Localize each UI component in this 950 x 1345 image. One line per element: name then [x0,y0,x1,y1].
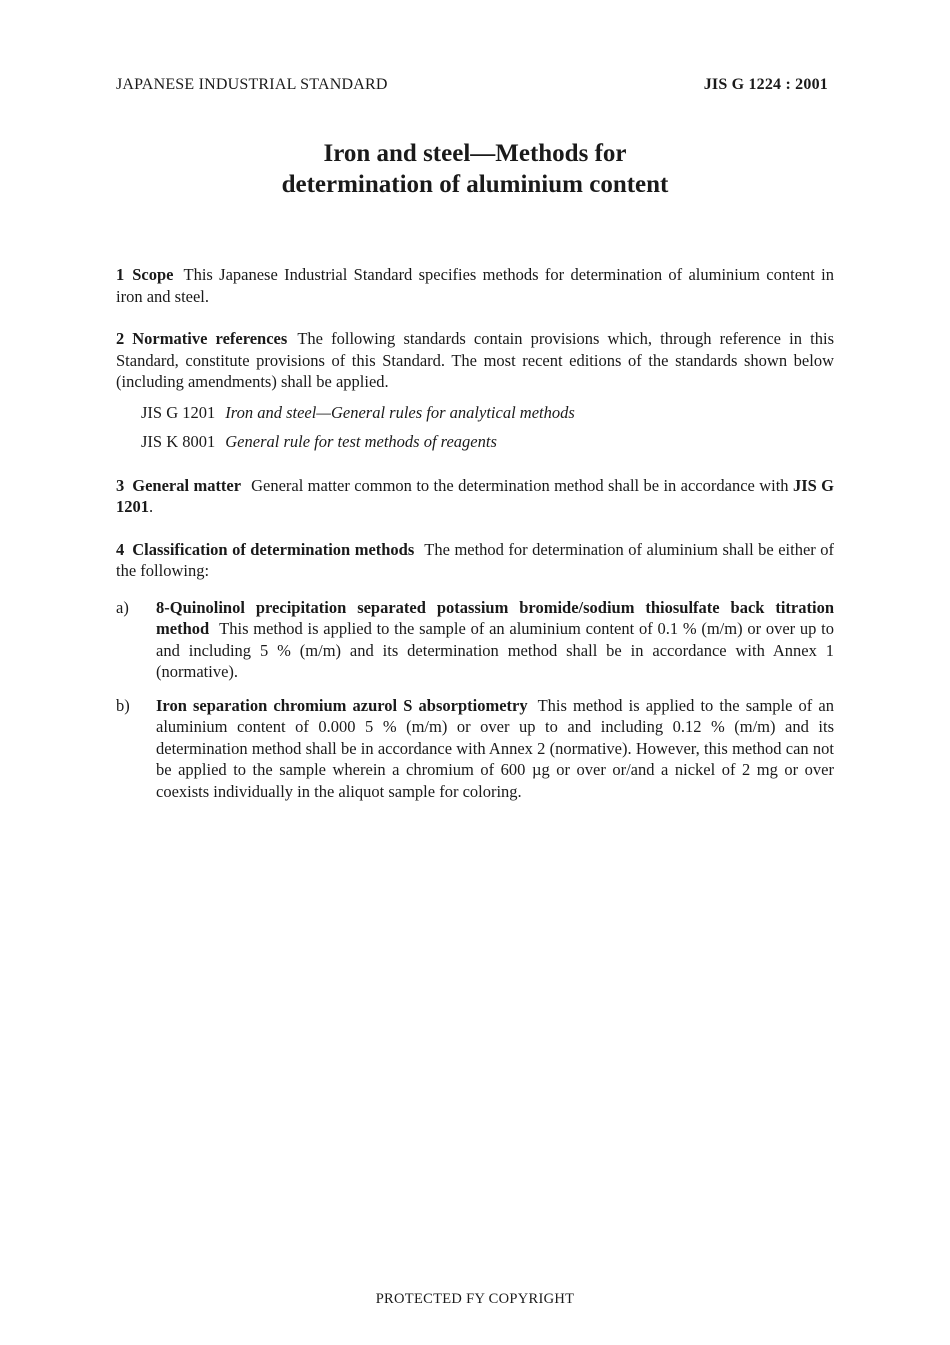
method-text: This method is applied to the sample of an aluminium content of 0.1 % (m/m) or over up to and including 5 % (m/m) and its determination method shall be in accordance with Annex 1 (normative). [156,619,834,681]
title-line-1: Iron and steel—Methods for [323,140,627,167]
clause-heading: Scope [132,265,174,284]
clause-number: 3 [116,475,125,495]
list-label: b) [116,695,130,715]
clause-text: The method for determination of aluminium shall be either of the following: [116,539,834,580]
clause-text: This Japanese Industrial Standard specifies methods for determination of aluminium content in iron and steel. [116,265,834,306]
document-body [116,264,834,814]
method-content [156,695,834,803]
clause-general-matter [116,475,834,518]
clause-number: 4 [116,539,125,559]
reference-title: Iron and steel—General rules for analytical methods [225,402,575,422]
method-content [156,597,834,683]
list-label: a) [116,597,129,617]
standard-series-label: JAPANESE INDUSTRIAL STANDARD [116,76,388,93]
clause-number: 1 [116,265,125,284]
reference-code: JIS G 1201 [141,402,216,422]
method-heading: Iron separation chromium azurol S absorptiometry [156,695,528,715]
clause-text-end: . [149,497,154,516]
reference-item [141,431,834,453]
copyright-footer: PROTECTED FY COPYRIGHT [375,1291,575,1307]
method-item [116,695,834,803]
method-heading: 8-Quinolinol precipitation separated potassium bromide/sodium thiosulfate back titration method [156,597,834,638]
clause-heading: Normative references [132,329,288,348]
clause-text: The following standards contain provisions which, through reference in this Standard, constitute provisions of this Standard. The most recent editions of the standards shown below (including amendments) shall be applied. [116,329,834,391]
clause-classification [116,539,834,582]
standard-reference: JIS G 1201 [116,475,835,516]
reference-code: JIS K 8001 [141,432,216,451]
document-title [0,138,950,200]
clause-scope [116,264,834,307]
clause-heading: Classification of determination methods [132,539,415,559]
running-header [116,76,828,94]
method-list [116,597,834,803]
method-text: This method is applied to the sample of an aluminium content of 0.000 5 % (m/m) or over up to and including 0.12 % (m/m) and its determination method shall be in accordance with Annex 2 (normative). However, this method can not be applied to the sample wherein a chromium of 600 µg or over or/and a nickel of 2 mg or over coexists individually in the aliquot sample for coloring. [156,695,834,801]
reference-list [141,402,834,453]
clause-normative-references [116,328,834,393]
clause-number: 2 [116,329,125,348]
reference-item [141,402,834,424]
title-line-2: determination of aluminium content [281,171,669,198]
reference-title: General rule for test methods of reagents [225,432,497,451]
clause-heading: General matter [132,475,242,495]
standard-number: JIS G 1224 : 2001 [703,76,828,93]
clause-text: General matter common to the determination method shall be in accordance with [251,475,789,495]
method-item [116,597,834,683]
